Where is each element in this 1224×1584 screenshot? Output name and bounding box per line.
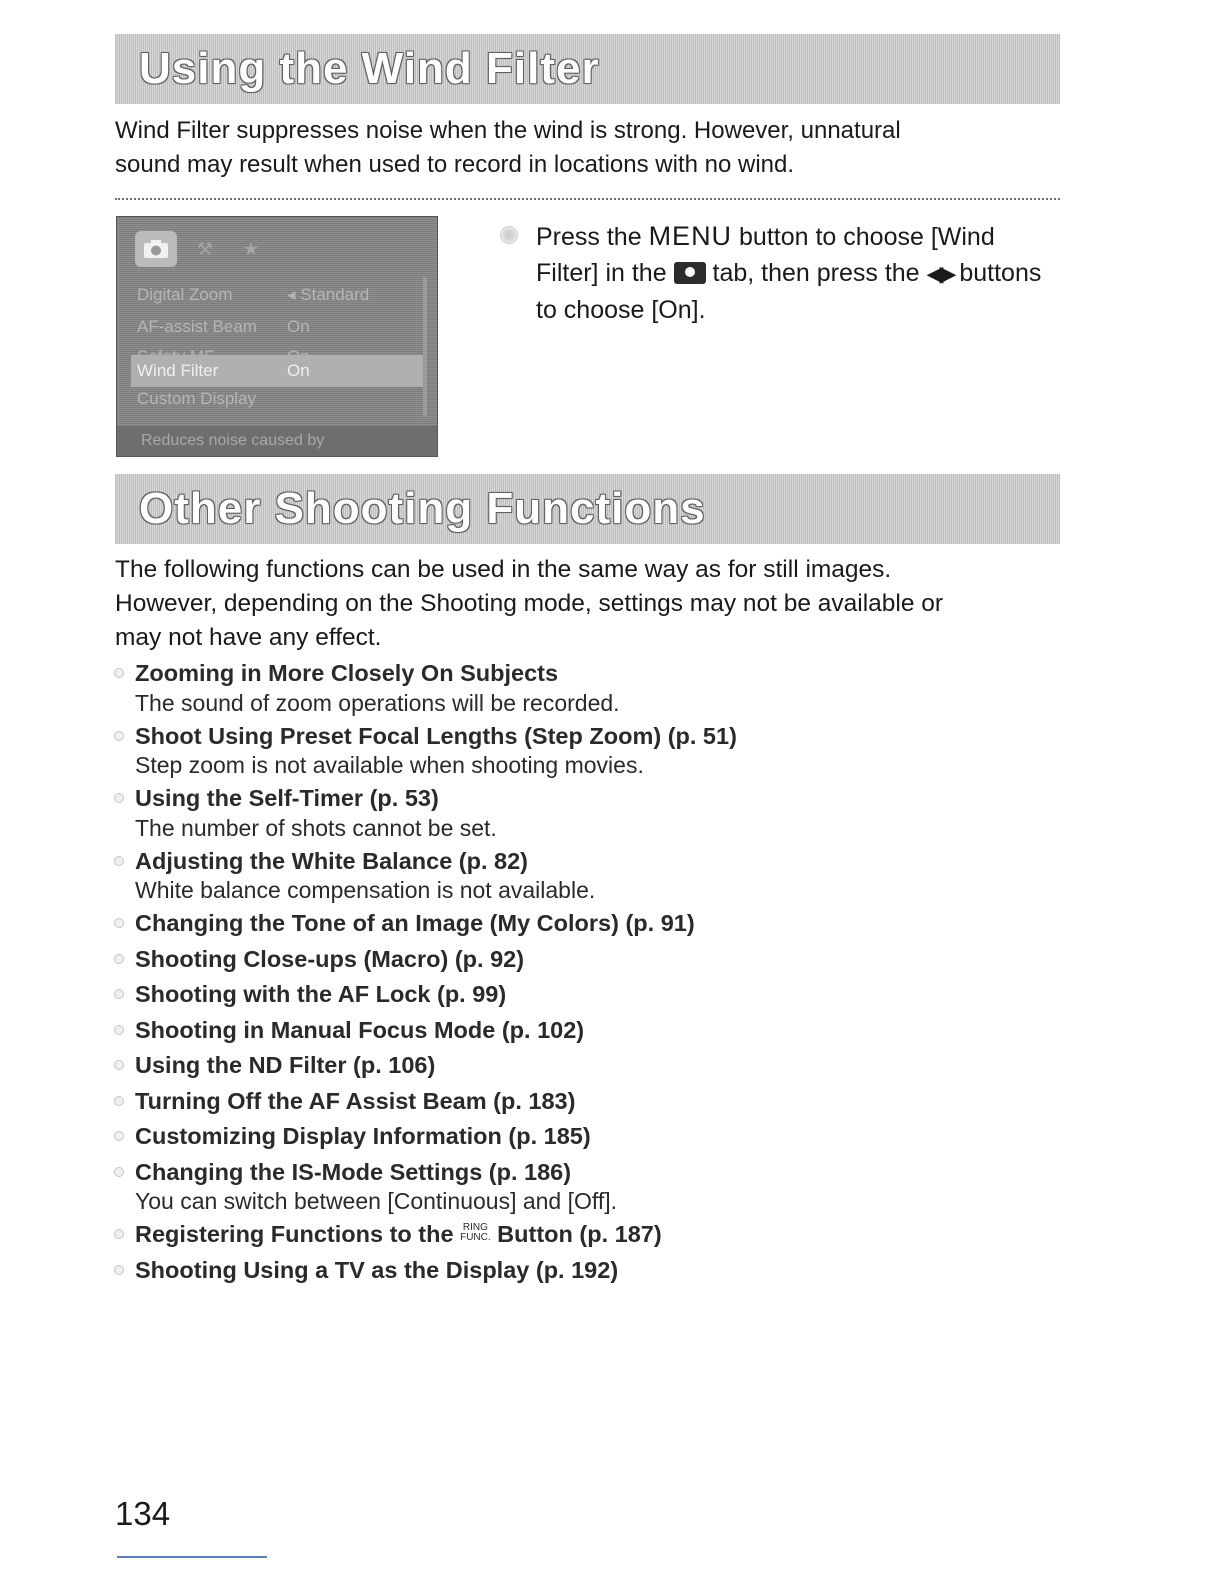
function-title: Turning Off the AF Assist Beam (p. 183) <box>135 1087 576 1114</box>
bullet-icon <box>114 668 124 678</box>
function-title: Changing the Tone of an Image (My Colors) (p. 91) <box>135 910 695 936</box>
camera-menu-scrollbar <box>423 277 427 417</box>
function-title: Zooming in More Closely On Subjects <box>135 660 559 686</box>
step-instruction <box>500 218 1060 328</box>
other-functions-intro <box>115 553 1060 655</box>
function-title: Adjusting the White Balance (p. 82) <box>135 847 529 874</box>
camera-tab-icon <box>135 231 177 267</box>
star-tab-icon: ★ <box>242 238 260 259</box>
function-title: Registering Functions to the RING FUNC. Button (p. 187) <box>135 1221 662 1247</box>
bullet-icon <box>114 954 124 964</box>
section-title: Other Shooting Functions <box>139 484 706 533</box>
list-item <box>112 719 1062 782</box>
page-number: 134 <box>115 1495 171 1532</box>
bullet-icon <box>114 989 124 999</box>
function-list <box>112 656 1062 1288</box>
function-title: Shooting with the AF Lock (p. 99) <box>135 981 507 1007</box>
list-item <box>112 1013 1062 1049</box>
bullet-icon <box>114 1060 124 1070</box>
camera-tab-icon <box>674 262 706 284</box>
bullet-icon <box>114 918 124 928</box>
bullet-icon <box>114 731 124 741</box>
tools-tab-icon: ⚒ <box>196 238 214 259</box>
list-item <box>112 781 1062 844</box>
list-item <box>112 656 1062 719</box>
intro-line: The following functions can be used in the same way as for still images. <box>115 556 892 583</box>
camera-menu-row: AF-assist Beam On <box>137 317 310 336</box>
function-title: Customizing Display Information (p. 185) <box>135 1123 591 1149</box>
list-item <box>112 906 1062 942</box>
function-note: You can switch between [Continuous] and [Off]. <box>135 1188 618 1214</box>
step-bullet-icon <box>500 226 518 244</box>
list-item <box>112 1084 1062 1120</box>
bullet-icon <box>114 856 124 866</box>
footer-line <box>117 1556 267 1558</box>
function-title: Using the Self-Timer (p. 53) <box>135 785 439 811</box>
step-text: Press the MENU button to choose [Wind Filter] in the tab, then press the ◀▶ buttons to choose [On]. <box>536 221 1042 324</box>
intro-line: may not have any effect. <box>115 624 382 651</box>
function-note: White balance compensation is not available. <box>135 877 596 903</box>
bullet-icon <box>114 1096 124 1106</box>
bullet-icon <box>114 793 124 803</box>
bullet-icon <box>114 1025 124 1035</box>
camera-menu-row: Custom Display <box>137 389 257 408</box>
list-item <box>112 1048 1062 1084</box>
function-note: Step zoom is not available when shooting movies. <box>135 752 644 778</box>
camera-menu-tabs <box>135 231 269 267</box>
function-title: Using the ND Filter (p. 106) <box>135 1052 436 1078</box>
menu-button-label: MENU <box>648 221 733 251</box>
bullet-icon <box>114 1229 124 1239</box>
list-item <box>112 977 1062 1013</box>
bullet-icon <box>114 1265 124 1275</box>
function-title: Shoot Using Preset Focal Lengths (Step Zoom) (p. 51) <box>135 722 737 749</box>
function-note: The number of shots cannot be set. <box>135 814 497 841</box>
list-item <box>112 1119 1062 1155</box>
section-title: Using the Wind Filter <box>139 44 600 93</box>
function-title: Changing the IS-Mode Settings (p. 186) <box>135 1158 572 1185</box>
wind-filter-intro <box>115 114 1060 182</box>
intro-line: sound may result when used to record in locations with no wind. <box>115 151 795 178</box>
intro-line: Wind Filter suppresses noise when the wind is strong. However, unnatural <box>115 117 901 144</box>
dotted-divider <box>115 198 1060 200</box>
list-item <box>112 1155 1062 1218</box>
list-item <box>112 844 1062 907</box>
list-item <box>112 942 1062 978</box>
bullet-icon <box>114 1167 124 1177</box>
list-item <box>112 1217 1062 1253</box>
function-title: Shooting Close-ups (Macro) (p. 92) <box>135 945 525 972</box>
function-note: The sound of zoom operations will be recorded. <box>135 689 620 716</box>
function-title: Shooting Using a TV as the Display (p. 192) <box>135 1256 619 1283</box>
ring-func-button-icon: RING FUNC. <box>460 1222 491 1243</box>
function-title: Shooting in Manual Focus Mode (p. 102) <box>135 1016 585 1043</box>
section-header-wind-filter <box>115 34 1060 104</box>
list-item <box>112 1253 1062 1289</box>
section-header-other-functions <box>115 474 1060 544</box>
left-right-arrows-icon: ◀▶ <box>926 261 953 286</box>
bullet-icon <box>114 1131 124 1141</box>
camera-menu-row-selected: Wind Filter On <box>131 355 427 387</box>
intro-line: However, depending on the Shooting mode, settings may not be available or <box>115 590 944 617</box>
camera-menu-screen <box>116 216 438 457</box>
camera-menu-row: Digital Zoom ◂ Standard <box>137 285 370 304</box>
camera-menu-description: Reduces noise caused by <box>117 426 437 456</box>
